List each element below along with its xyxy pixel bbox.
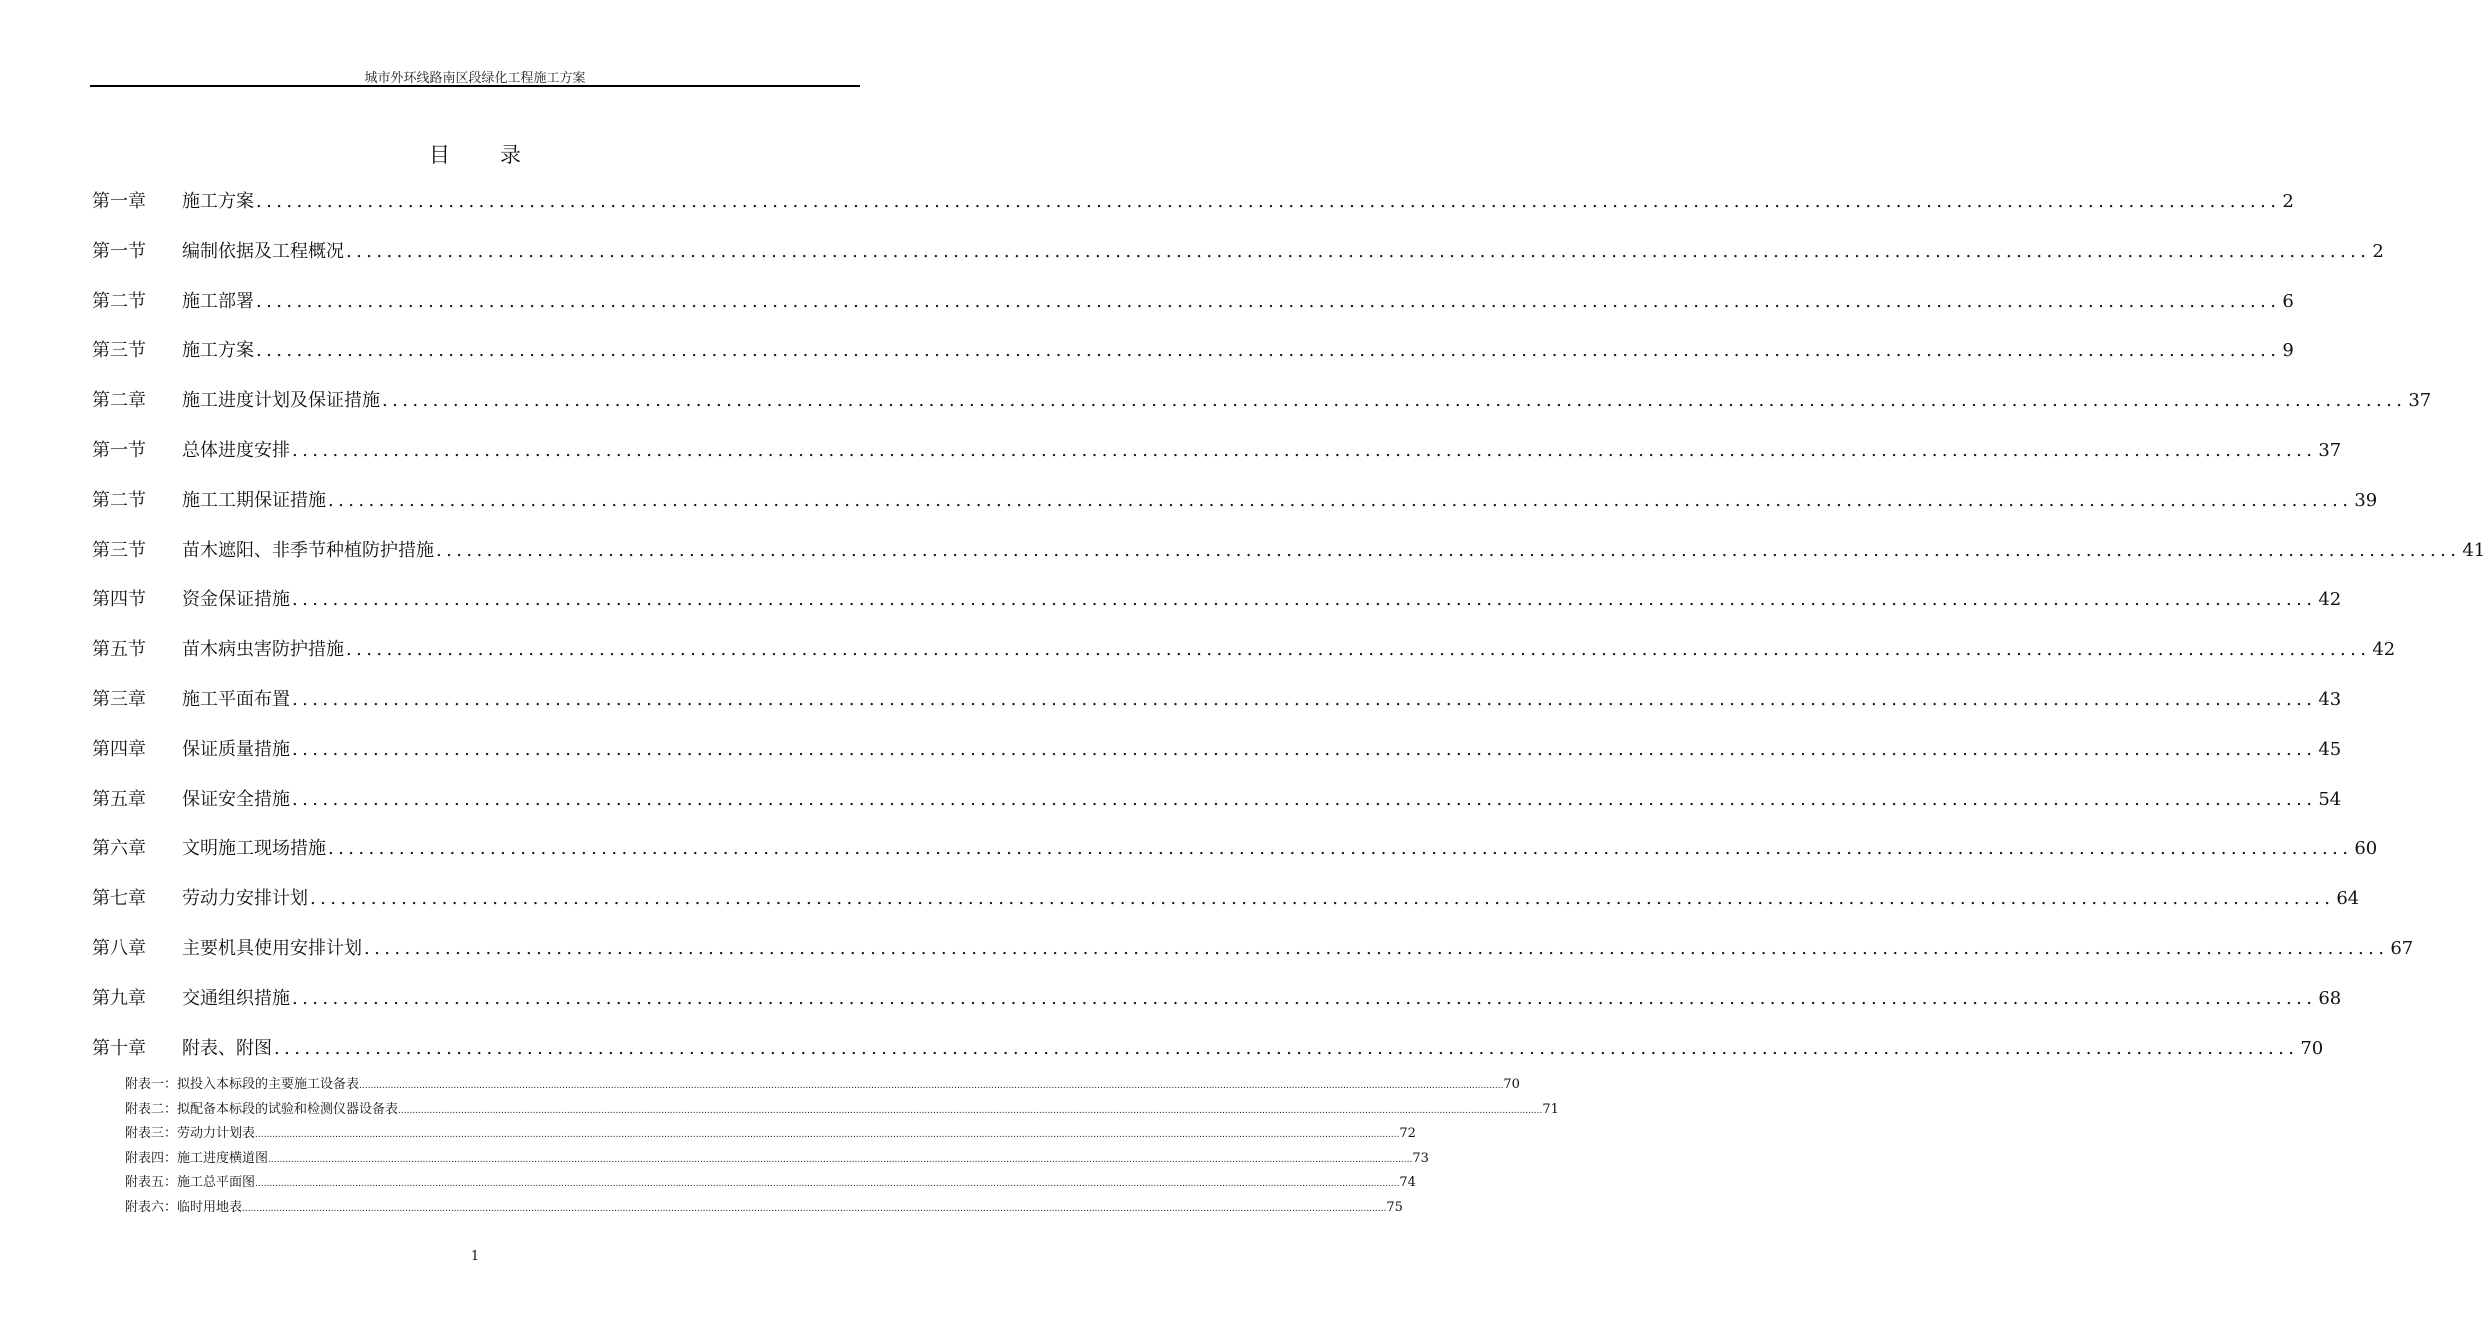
toc-entry-title: 施工方案	[182, 191, 254, 212]
appendix-entry[interactable]	[125, 1171, 1416, 1191]
toc-entry-number: 第八章	[92, 938, 146, 959]
toc-entry-page: 41	[2462, 539, 2485, 561]
toc-entry-title: 资金保证措施	[182, 589, 290, 611]
toc-entry-page: 39	[2354, 489, 2378, 511]
toc-entry-number: 第九章	[92, 987, 146, 1009]
toc-entry[interactable]	[92, 237, 2384, 265]
dot-leader: ................................................................................................................................................................................................................................................................................................................................................................................................................	[242, 1204, 1387, 1214]
appendix-entry-title: 施工总平面图	[177, 1175, 256, 1191]
appendix-entry-page: 71	[1542, 1101, 1559, 1117]
dot-leader: ........................................................................................................................................................................................................	[328, 838, 2353, 860]
dot-leader: ........................................................................................................................................................................................................	[274, 1037, 2299, 1059]
toc-entry-title: 主要机具使用安排计划	[182, 938, 362, 959]
dot-leader: ........................................................................................................................................................................................................	[292, 738, 2317, 760]
appendix-entry[interactable]	[125, 1098, 1559, 1117]
toc-entry[interactable]	[92, 386, 2432, 414]
dot-leader: ................................................................................................................................................................................................................................................................................................................................................................................................................	[255, 1179, 1400, 1190]
dot-leader: ........................................................................................................................................................................................................	[256, 290, 2281, 312]
toc-entry-title: 施工工期保证措施	[182, 489, 326, 511]
toc-entry-number: 第三章	[92, 689, 146, 710]
toc-entry-title: 施工部署	[182, 290, 254, 312]
toc-entry-page: 37	[2318, 440, 2342, 461]
toc-entry[interactable]	[92, 735, 2342, 763]
toc-entry[interactable]	[92, 635, 2396, 663]
dot-leader: ........................................................................................................................................................................................................	[382, 390, 2407, 412]
toc-entry-title: 文明施工现场措施	[182, 838, 326, 860]
toc-entry-page: 54	[2318, 788, 2342, 810]
toc-entry-number: 第一章	[92, 191, 146, 212]
toc-entry[interactable]	[92, 436, 2342, 464]
appendix-entry[interactable]	[125, 1122, 1416, 1142]
dot-leader: ........................................................................................................................................................................................................	[292, 689, 2317, 710]
toc-entry-page: 70	[2300, 1037, 2324, 1059]
toc-entry[interactable]	[92, 685, 2342, 713]
dot-leader: ........................................................................................................................................................................................................	[436, 539, 2461, 561]
appendix-entry-label: 附表六：	[125, 1200, 178, 1215]
appendix-entry-page: 72	[1399, 1126, 1416, 1142]
toc-entry-title: 附表、附图	[182, 1037, 272, 1059]
toc-entry-title: 保证安全措施	[182, 788, 290, 810]
toc-entry-number: 第二章	[92, 390, 146, 412]
appendix-entry-page: 75	[1386, 1200, 1403, 1215]
toc-entry[interactable]	[92, 287, 2294, 315]
toc-entry-number: 第五章	[92, 788, 146, 810]
toc-entry-page: 64	[2336, 888, 2360, 910]
dot-leader: ........................................................................................................................................................................................................	[310, 888, 2335, 910]
toc-entry-number: 第七章	[92, 888, 146, 910]
appendix-entry[interactable]	[125, 1196, 1403, 1215]
toc-entry[interactable]	[92, 934, 2414, 962]
toc-entry-page: 6	[2282, 290, 2294, 312]
appendix-entry-title: 施工进度横道图	[177, 1150, 269, 1166]
dot-leader: ........................................................................................................................................................................................................	[292, 589, 2317, 611]
dot-leader: ........................................................................................................................................................................................................	[292, 788, 2317, 810]
toc-entry-page: 45	[2318, 738, 2342, 760]
toc-entry-page: 2	[2372, 240, 2384, 262]
toc-entry[interactable]	[92, 187, 2294, 215]
toc-entry-number: 第四章	[92, 738, 146, 760]
toc-entry-title: 保证质量措施	[182, 738, 290, 760]
toc-entry-page: 9	[2282, 340, 2294, 362]
toc-entry[interactable]	[92, 884, 2360, 912]
appendix-entry-page: 74	[1399, 1175, 1416, 1191]
appendix-entry-label: 附表五：	[125, 1175, 178, 1191]
toc-entry-title: 劳动力安排计划	[182, 888, 308, 910]
appendix-entry-title: 拟投入本标段的主要施工设备表	[177, 1077, 360, 1092]
toc-entry[interactable]	[92, 1034, 2324, 1062]
toc-entry[interactable]	[92, 984, 2342, 1012]
toc-entry-page: 37	[2408, 390, 2432, 412]
toc-entry-title: 苗木遮阳、非季节种植防护措施	[182, 539, 434, 561]
dot-leader: ................................................................................................................................................................................................................................................................................................................................................................................................................	[359, 1081, 1504, 1091]
dot-leader: ........................................................................................................................................................................................................	[364, 938, 2389, 959]
toc-entry-title: 苗木病虫害防护措施	[182, 639, 344, 661]
appendix-entry-label: 附表一：	[125, 1077, 178, 1092]
toc-entry-page: 60	[2354, 838, 2378, 860]
toc-entry-title: 施工平面布置	[182, 689, 290, 710]
appendix-entry[interactable]	[125, 1147, 1429, 1166]
running-header: 城市外环线路南区段绿化工程施工方案	[364, 71, 586, 86]
toc-entry-number: 第五节	[92, 639, 146, 661]
appendix-entry-label: 附表二：	[125, 1101, 178, 1117]
toc-entry-number: 第四节	[92, 589, 146, 611]
appendix-entry-label: 附表三：	[125, 1126, 178, 1142]
toc-entry-title: 交通组织措施	[182, 987, 290, 1009]
toc-entry-page: 68	[2318, 987, 2342, 1009]
dot-leader: ........................................................................................................................................................................................................	[346, 639, 2371, 661]
toc-entry-page: 2	[2282, 191, 2294, 212]
toc-entry[interactable]	[92, 536, 2485, 564]
toc-entry-page: 43	[2318, 689, 2342, 710]
dot-leader: ........................................................................................................................................................................................................	[256, 191, 2281, 212]
appendix-entry[interactable]	[125, 1073, 1520, 1092]
toc-heading: 目录	[429, 143, 571, 167]
toc-entry-number: 第二节	[92, 489, 146, 511]
dot-leader: ................................................................................................................................................................................................................................................................................................................................................................................................................	[398, 1105, 1543, 1116]
toc-entry[interactable]	[92, 336, 2294, 364]
toc-entry-number: 第六章	[92, 838, 146, 860]
appendix-entry-page: 70	[1503, 1077, 1520, 1092]
dot-leader: ........................................................................................................................................................................................................	[328, 489, 2353, 511]
toc-entry-number: 第一节	[92, 440, 146, 461]
toc-entry-number: 第二节	[92, 290, 146, 312]
toc-entry-number: 第三节	[92, 539, 146, 561]
appendix-entry-page: 73	[1412, 1150, 1429, 1166]
appendix-entry-title: 临时用地表	[177, 1200, 243, 1215]
toc-entry-title: 施工进度计划及保证措施	[182, 390, 380, 412]
toc-entry-number: 第一节	[92, 240, 146, 262]
toc-entry[interactable]	[92, 834, 2378, 862]
toc-entry-page: 67	[2390, 938, 2414, 959]
dot-leader: ........................................................................................................................................................................................................	[256, 340, 2281, 362]
header-rule	[90, 85, 860, 87]
toc-entry[interactable]	[92, 486, 2378, 514]
toc-entry-page: 42	[2318, 589, 2342, 611]
appendix-entry-label: 附表四：	[125, 1150, 178, 1166]
page-number: 1	[470, 1249, 480, 1264]
dot-leader: ................................................................................................................................................................................................................................................................................................................................................................................................................	[268, 1154, 1413, 1165]
toc-entry-number: 第十章	[92, 1037, 146, 1059]
toc-entry-title: 总体进度安排	[182, 440, 290, 461]
toc-entry[interactable]	[92, 785, 2342, 813]
toc-entry-number: 第三节	[92, 340, 146, 362]
toc-entry-title: 编制依据及工程概况	[182, 240, 344, 262]
appendix-entry-title: 拟配备本标段的试验和检测仪器设备表	[177, 1101, 399, 1117]
dot-leader: ................................................................................................................................................................................................................................................................................................................................................................................................................	[255, 1130, 1400, 1141]
toc-entry-title: 施工方案	[182, 340, 254, 362]
dot-leader: ........................................................................................................................................................................................................	[292, 440, 2317, 461]
appendix-entry-title: 劳动力计划表	[177, 1126, 256, 1142]
toc-entry[interactable]	[92, 585, 2342, 613]
dot-leader: ........................................................................................................................................................................................................	[292, 987, 2317, 1009]
dot-leader: ........................................................................................................................................................................................................	[346, 240, 2371, 262]
toc-entry-page: 42	[2372, 639, 2396, 661]
